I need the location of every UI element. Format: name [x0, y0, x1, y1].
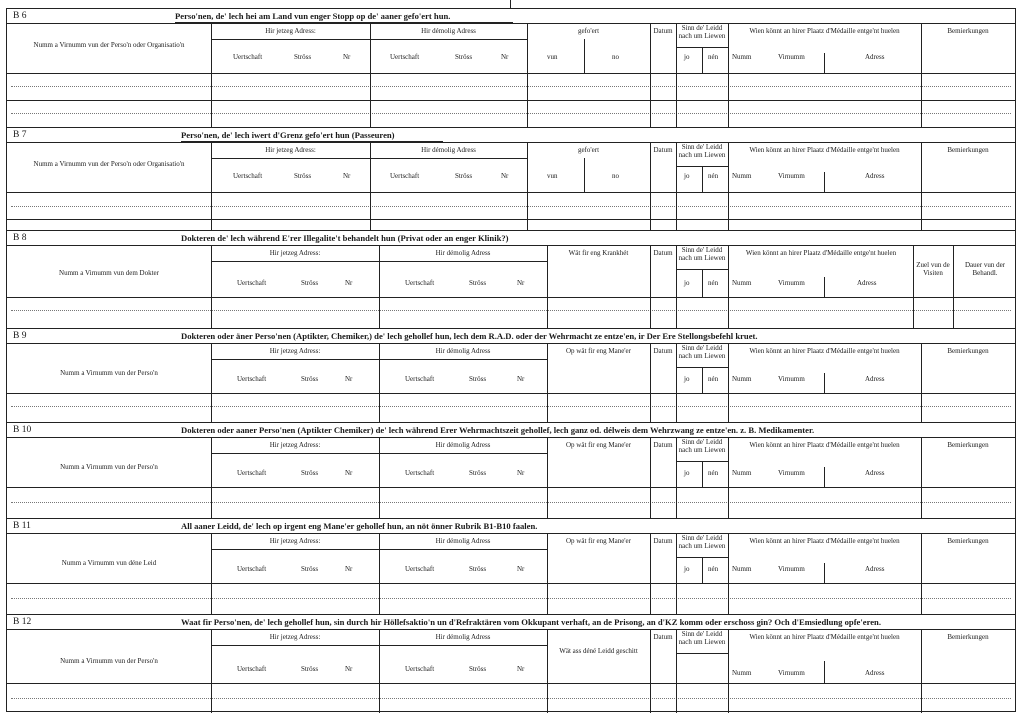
- col-name: Numm a Virnumm vun der Perso'n: [60, 463, 158, 471]
- section-b12: [7, 614, 1015, 713]
- col-street: Ströss: [301, 375, 319, 383]
- col-former-address: Hir démolig Adress: [421, 146, 476, 154]
- col-what-happened: Wät ass déné Leidd geschitt: [559, 647, 638, 655]
- section-title: Dokteren de' lech während E'rer Illegalite't behandelt hun (Privat oder an enger Klinik?): [181, 233, 509, 243]
- col-surname: Numm: [732, 469, 752, 477]
- col-current-address: Hir jetzeg Adress:: [265, 27, 316, 35]
- col-locality: Uertschaft: [233, 172, 263, 180]
- col-current-address: Hir jetzeg Adress:: [269, 633, 321, 641]
- col-current-address: Hir jetzeg Adress:: [269, 537, 321, 545]
- col-medal-recipient: Wien könnt an hirer Plaatz d'Médaille entge'nt huelen: [749, 537, 900, 545]
- col-address: Adress: [865, 172, 885, 180]
- section-b8: [7, 230, 1015, 329]
- col-date: Datum: [653, 146, 673, 154]
- col-number: Nr: [345, 565, 353, 573]
- col-street: Ströss: [294, 53, 312, 61]
- col-to: no: [612, 53, 619, 61]
- col-number: Nr: [345, 279, 353, 287]
- col-surname: Numm: [732, 53, 752, 61]
- col-firstname: Virnumm: [778, 53, 805, 61]
- col-date: Datum: [653, 249, 673, 257]
- col-locality: Uertschaft: [405, 375, 435, 383]
- col-remarks: Bemierkungen: [947, 633, 989, 641]
- col-remarks: Bemierkungen: [947, 146, 989, 154]
- col-street: Ströss: [301, 665, 319, 673]
- col-still-alive: Sinn de' Leidd nach um Liewen: [678, 143, 726, 159]
- col-remarks: Bemierkungen: [947, 27, 989, 35]
- col-street: Ströss: [301, 279, 319, 287]
- col-former-address: Hir démolig Adress: [435, 249, 491, 257]
- col-yes: jo: [684, 279, 690, 287]
- col-name: Numm a Virnumm vun der Perso'n: [60, 657, 158, 665]
- col-number: Nr: [343, 172, 351, 180]
- col-still-alive: Sinn de' Leidd nach um Liewen: [678, 438, 726, 454]
- section-b7: [7, 127, 1015, 231]
- col-locality: Uertschaft: [237, 565, 267, 573]
- col-date: Datum: [653, 537, 673, 545]
- col-firstname: Virnumm: [778, 565, 805, 573]
- col-street: Ströss: [469, 469, 487, 477]
- col-number: Nr: [501, 172, 509, 180]
- col-number: Nr: [517, 565, 525, 573]
- col-current-address: Hir jetzeg Adress:: [269, 249, 321, 257]
- col-firstname: Virnumm: [778, 279, 805, 287]
- col-remarks: Bemierkungen: [947, 441, 989, 449]
- col-number: Nr: [343, 53, 351, 61]
- col-treatment-duration: Dauer vun der Behandl.: [964, 261, 1006, 277]
- col-no: nén: [708, 53, 719, 61]
- col-yes: jo: [684, 469, 690, 477]
- section-b6: [7, 9, 1015, 127]
- col-manner: Op wät fir eng Mane'er: [565, 347, 631, 355]
- col-date: Datum: [653, 633, 673, 641]
- col-street: Ströss: [294, 172, 312, 180]
- col-street: Ströss: [469, 565, 487, 573]
- col-current-address: Hir jetzeg Adress:: [265, 146, 316, 154]
- page-top-mark: [510, 0, 511, 8]
- col-date: Datum: [653, 27, 673, 35]
- col-current-address: Hir jetzeg Adress:: [269, 347, 321, 355]
- col-former-address: Hir démolig Adress: [435, 347, 491, 355]
- col-yes: jo: [684, 565, 690, 573]
- col-medal-recipient: Wien könnt an hirer Plaatz d'Médaille entge'nt huelen: [745, 249, 897, 257]
- col-guided: gefo'ert: [577, 27, 600, 35]
- col-locality: Uertschaft: [405, 469, 435, 477]
- col-number: Nr: [501, 53, 509, 61]
- col-number: Nr: [345, 665, 353, 673]
- col-yes: jo: [684, 53, 690, 61]
- col-number: Nr: [517, 469, 525, 477]
- col-number: Nr: [345, 375, 353, 383]
- col-number: Nr: [517, 665, 525, 673]
- col-surname: Numm: [732, 375, 752, 383]
- section-title: Perso'nen, de' lech iwert d'Grenz gefo'ert hun (Passeuren): [181, 130, 395, 140]
- col-no: nén: [708, 375, 719, 383]
- col-number: Nr: [517, 279, 525, 287]
- col-guided: gefo'ert: [577, 146, 600, 154]
- col-to: no: [612, 172, 619, 180]
- section-code: B 12: [13, 617, 32, 627]
- col-name: Numm a Virnumm vun der Perso'n: [60, 369, 158, 377]
- col-locality: Uertschaft: [405, 665, 435, 673]
- col-former-address: Hir démolig Adress: [435, 537, 491, 545]
- col-name: Numm a Virnumm vun der Perso'n oder Organisatio'n: [33, 41, 185, 49]
- section-title: Dokteren oder aaner Perso'nen (Aptikter Chemiker) de' lech während Erer Wehrmachtszeit gehollef, lech ganz od. délweis dem Wehrzwang ze entze'en. z. B. Medikamenter.: [181, 425, 815, 435]
- section-b10: [7, 422, 1015, 519]
- col-firstname: Virnumm: [778, 469, 805, 477]
- col-address: Adress: [865, 469, 885, 477]
- col-address: Adress: [865, 669, 885, 677]
- col-locality: Uertschaft: [390, 53, 420, 61]
- section-title: Perso'nen, de' lech hei am Land vun enger Stopp op de' aaner gefo'ert hun.: [175, 11, 451, 21]
- section-code: B 7: [13, 130, 27, 140]
- section-b9: [7, 328, 1015, 423]
- section-code: B 6: [13, 11, 27, 21]
- col-date: Datum: [653, 441, 673, 449]
- col-former-address: Hir démolig Adress: [435, 441, 491, 449]
- col-name: Numm a Virnumm vun déne Leid: [61, 559, 157, 567]
- col-doctor-name: Numm a Virnumm vun dem Dokter: [59, 269, 159, 277]
- col-address: Adress: [865, 53, 885, 61]
- col-still-alive: Sinn de' Leidd nach um Liewen: [678, 24, 726, 40]
- col-street: Ströss: [469, 279, 487, 287]
- col-firstname: Virnumm: [778, 375, 805, 383]
- col-former-address: Hir démolig Adress: [421, 27, 476, 35]
- col-still-alive: Sinn de' Leidd nach um Liewen: [678, 534, 726, 550]
- col-current-address: Hir jetzeg Adress:: [269, 441, 321, 449]
- col-still-alive: Sinn de' Leidd nach um Liewen: [678, 344, 726, 360]
- col-locality: Uertschaft: [233, 53, 263, 61]
- section-code: B 10: [13, 425, 32, 435]
- col-no: nén: [708, 172, 719, 180]
- col-date: Datum: [653, 347, 673, 355]
- col-firstname: Virnumm: [778, 172, 805, 180]
- col-street: Ströss: [469, 665, 487, 673]
- section-code: B 8: [13, 233, 27, 243]
- col-yes: jo: [684, 172, 690, 180]
- col-street: Ströss: [455, 172, 473, 180]
- col-no: nén: [708, 469, 719, 477]
- section-b11: [7, 518, 1015, 615]
- col-from: vun: [547, 172, 558, 180]
- section-title: Dokteren oder äner Perso'nen (Aptikter, Chemiker,) de' lech gehollef hun, lech dem R.A.D. oder der Wehrmacht ze entze'en, ir Der Ere Stellongsbefehl kruet.: [181, 331, 758, 341]
- col-locality: Uertschaft: [405, 565, 435, 573]
- col-still-alive: Sinn de' Leidd nach um Liewen: [678, 246, 726, 262]
- col-visits: Zuel vun de Visiten: [916, 261, 950, 277]
- col-manner: Op wät fir eng Mane'er: [565, 441, 631, 449]
- col-medal-recipient: Wien könnt an hirer Plaatz d'Médaille entge'nt huelen: [749, 146, 900, 154]
- col-address: Adress: [865, 565, 885, 573]
- col-surname: Numm: [732, 669, 752, 677]
- col-locality: Uertschaft: [405, 279, 435, 287]
- col-medal-recipient: Wien könnt an hirer Plaatz d'Médaille entge'nt huelen: [749, 347, 900, 355]
- col-surname: Numm: [732, 279, 752, 287]
- col-no: nén: [708, 565, 719, 573]
- col-former-address: Hir démolig Adress: [435, 633, 491, 641]
- col-locality: Uertschaft: [237, 375, 267, 383]
- section-title: All aaner Leidd, de' lech op irgent eng Mane'er gehollef hun, an nöt önner Rubrik B1-B10 faalen.: [181, 521, 538, 531]
- col-no: nén: [708, 279, 719, 287]
- col-remarks: Bemierkungen: [947, 347, 989, 355]
- col-street: Ströss: [469, 375, 487, 383]
- col-number: Nr: [517, 375, 525, 383]
- col-street: Ströss: [301, 565, 319, 573]
- col-address: Adress: [865, 375, 885, 383]
- section-code: B 11: [13, 521, 31, 531]
- col-surname: Numm: [732, 172, 752, 180]
- col-locality: Uertschaft: [237, 665, 267, 673]
- col-medal-recipient: Wien könnt an hirer Plaatz d'Médaille entge'nt huelen: [749, 441, 900, 449]
- col-address: Adress: [857, 279, 877, 287]
- col-locality: Uertschaft: [237, 469, 267, 477]
- col-from: vun: [547, 53, 558, 61]
- col-street: Ströss: [301, 469, 319, 477]
- col-street: Ströss: [455, 53, 473, 61]
- col-locality: Uertschaft: [237, 279, 267, 287]
- col-surname: Numm: [732, 565, 752, 573]
- col-medal-recipient: Wien könnt an hirer Plaatz d'Médaille entge'nt huelen: [749, 633, 900, 641]
- col-firstname: Virnumm: [778, 669, 805, 677]
- col-locality: Uertschaft: [390, 172, 420, 180]
- col-illness: Wät fir eng Krankhét: [568, 249, 629, 257]
- form-page: [6, 8, 1016, 712]
- col-medal-recipient: Wien könnt an hirer Plaatz d'Médaille entge'nt huelen: [749, 27, 900, 35]
- col-remarks: Bemierkungen: [947, 537, 989, 545]
- col-yes: jo: [684, 375, 690, 383]
- col-manner: Op wät fir eng Mane'er: [565, 537, 631, 545]
- col-number: Nr: [345, 469, 353, 477]
- section-code: B 9: [13, 331, 27, 341]
- col-name: Numm a Virnumm vun der Perso'n oder Organisatio'n: [33, 160, 185, 168]
- section-title: Waat fir Perso'nen, de' lech gehollef hun, sin durch hir Höllefsaktio'n un d'Refraktären vom Okkupant verhaft, an de Prisong, an d'KZ komm oder erschoss gin? Och d'Emsiedlung opfe'eren.: [181, 617, 881, 627]
- col-still-alive: Sinn de' Leidd nach um Liewen: [678, 630, 726, 646]
